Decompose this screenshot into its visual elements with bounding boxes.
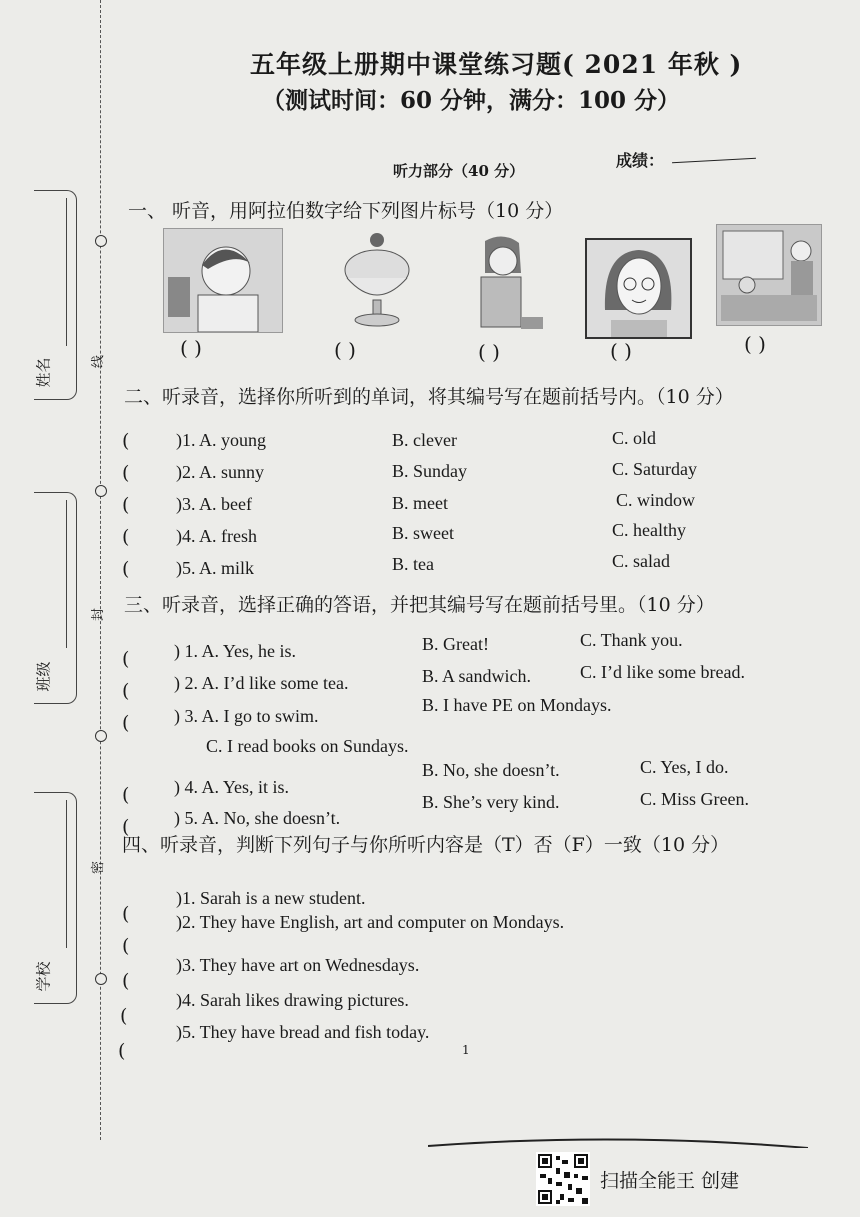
section1-heading: 一、 听音，用阿拉伯数字给下列图片标号（10 分） (128, 200, 564, 222)
name-field[interactable] (66, 198, 67, 346)
picture-answer-blank-4[interactable]: ( ) (610, 339, 632, 363)
option-b: B. sweet (392, 523, 454, 543)
binding-hole (95, 730, 107, 742)
option-c: C. Saturday (612, 459, 697, 479)
answer-paren[interactable]: ( (122, 526, 130, 548)
option-c: C. I’d like some bread. (580, 662, 745, 682)
binding-hole (95, 235, 107, 247)
statement-text: )3. They have art on Wednesdays. (176, 955, 420, 975)
statement-text: )2. They have English, art and computer on Mondays. (176, 912, 565, 932)
option-b: B. tea (392, 554, 434, 574)
answer-paren[interactable]: ( (122, 816, 130, 838)
picture-answer-blank-1[interactable]: ( ) (180, 336, 202, 360)
qr-code-icon (536, 1152, 590, 1206)
picture-answer-blank-3[interactable]: ( ) (478, 340, 500, 364)
binding-hole (95, 485, 107, 497)
answer-paren[interactable]: ( (122, 903, 130, 925)
name-label: 姓名 (34, 357, 53, 388)
option-c: C. Yes, I do. (640, 757, 729, 777)
option-a: )2. A. sunny (176, 462, 265, 482)
option-b: B. A sandwich. (422, 666, 532, 686)
answer-paren[interactable]: ( (118, 1040, 126, 1062)
option-c: C. I read books on Sundays. (206, 736, 409, 756)
option-a: ) 2. A. I’d like some tea. (174, 673, 349, 693)
picture-answer-blank-2[interactable]: ( ) (334, 338, 356, 362)
score-label: 成绩： (616, 151, 665, 170)
answer-paren[interactable]: ( (122, 935, 130, 957)
scanner-brand-label: 扫描全能王 创建 (600, 1170, 740, 1192)
seal-char-mi: 密 (91, 860, 107, 875)
school-label: 学校 (34, 961, 53, 992)
class-field[interactable] (66, 500, 67, 648)
option-b: B. She’s very kind. (422, 792, 560, 812)
statement-text: )5. They have bread and fish today. (176, 1022, 430, 1042)
option-c: C. window (616, 490, 696, 510)
binding-hole (95, 973, 107, 985)
option-a: ) 5. A. No, she doesn’t. (174, 808, 341, 828)
option-b: B. meet (392, 493, 448, 513)
answer-paren[interactable]: ( (122, 712, 130, 734)
section3-heading: 三、听录音，选择正确的答语，并把其编号写在题前括号里。（10 分） (124, 594, 715, 616)
option-a: )3. A. beef (176, 494, 252, 514)
option-b: B. No, she doesn’t. (422, 760, 560, 780)
option-b: B. Sunday (392, 461, 468, 481)
page-edge-curve (428, 1128, 808, 1148)
section2-heading: 二、听录音，选择你所听到的单词，将其编号写在题前括号内。（10 分） (124, 386, 734, 408)
picture-answer-blank-5[interactable]: ( ) (744, 332, 766, 356)
classroom-picture (716, 224, 822, 326)
answer-paren[interactable]: ( (122, 680, 130, 702)
girl-picture (463, 233, 546, 333)
option-a: ) 1. A. Yes, he is. (174, 641, 297, 661)
answer-paren[interactable]: ( (122, 494, 130, 516)
page-title: 五年级上册期中课堂练习题( 2021 年秋 ) (250, 50, 743, 79)
page-subtitle: （测试时间：60 分钟，满分：100 分） (262, 87, 681, 114)
option-c: C. Thank you. (580, 630, 683, 650)
answer-paren[interactable]: ( (122, 430, 130, 452)
ice-cream-picture (335, 228, 420, 331)
option-b: B. I have PE on Mondays. (422, 695, 612, 715)
answer-paren[interactable]: ( (120, 1005, 128, 1027)
statement-text: )1. Sarah is a new student. (176, 888, 366, 908)
answer-paren[interactable]: ( (122, 970, 130, 992)
listening-part-label: 听力部分（40 分） (393, 162, 525, 180)
option-b: B. clever (392, 430, 457, 450)
answer-paren[interactable]: ( (122, 784, 130, 806)
option-a: ) 3. A. I go to swim. (174, 706, 319, 726)
binding-line (100, 0, 101, 1140)
answer-paren[interactable]: ( (122, 558, 130, 580)
section4-heading: 四、听录音，判断下列句子与你所听内容是（T）否（F）一致（10 分） (122, 834, 730, 856)
option-a: )5. A. milk (176, 558, 255, 578)
boy-picture (163, 228, 283, 333)
woman-teacher-picture (585, 238, 692, 339)
class-label: 班级 (34, 661, 53, 692)
statement-text: )4. Sarah likes drawing pictures. (176, 990, 409, 1010)
option-a: ) 4. A. Yes, it is. (174, 777, 290, 797)
option-c: C. Miss Green. (640, 789, 749, 809)
option-c: C. salad (612, 551, 670, 571)
option-c: C. healthy (612, 520, 686, 540)
option-a: )4. A. fresh (176, 526, 257, 546)
seal-char-xian: 线 (91, 354, 107, 369)
answer-paren[interactable]: ( (122, 648, 130, 670)
seal-char-feng: 封 (91, 607, 107, 622)
option-a: )1. A. young (176, 430, 266, 450)
option-c: C. old (612, 428, 657, 448)
answer-paren[interactable]: ( (122, 462, 130, 484)
score-field[interactable] (672, 158, 756, 163)
school-field[interactable] (66, 800, 67, 948)
option-b: B. Great! (422, 634, 489, 654)
page-number: 1 (462, 1043, 470, 1057)
